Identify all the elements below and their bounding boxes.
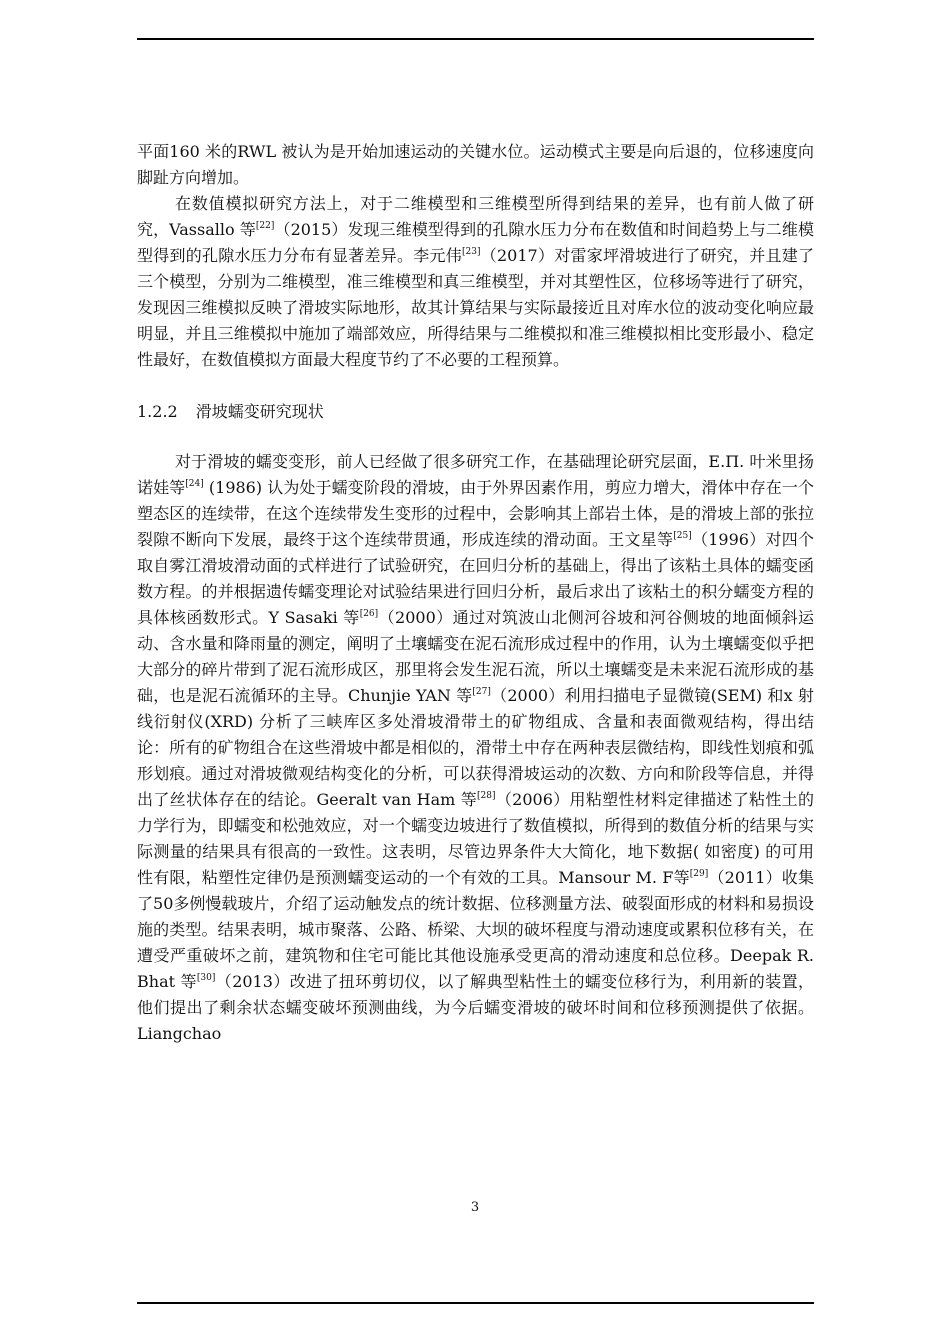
citation-23: [23] bbox=[462, 247, 481, 257]
section-number: 1.2.2 bbox=[137, 402, 178, 421]
section-title: 滑坡蠕变研究现状 bbox=[195, 402, 324, 421]
section-heading bbox=[137, 399, 814, 425]
citation-22: [22] bbox=[255, 221, 275, 231]
paragraph-3: 对于滑坡的蠕变变形，前人已经做了很多研究工作，在基础理论研究层面，E.П. 叶米里扬诺娃等[24] (1986) 认为处于蠕变阶段的滑坡，由于外界因素作用，剪应力增大，滑体中存在一个塑态区的连续带，在这个连续带发生变形的过程中，会影响其上部岩土体，是的滑坡上部的张拉裂隙不断向下发展，最终于这个连续带贯通，形成连续的滑动面。王文星等[25]（1996）对四个取自雾江滑坡滑动面的式样进行了试验研究，在回归分析的基础上，得出了该粘土具体的蠕变函数方程。的并根据遗传蠕变理论对试验结果进行回归分析，最后求出了该粘土的积分蠕变方程的具体核函数形式。Y Sasaki 等[26]（2000）通过对筑波山北侧河谷坡和河谷侧坡的地面倾斜运动、含水量和降雨量的测定，阐明了土壤蠕变在泥石流形成过程中的作用，认为土壤蠕变似乎把大部分的碎片带到了泥石流形成区，那里将会发生泥石流，所以土壤蠕变是未来泥石流形成的基础，也是泥石流循环的主导。Chunjie YAN 等[27]（2000）利用扫描电子显微镜(SEM) 和x 射线衍射仪(XRD) 分析了三峡库区多处滑坡滑带土的矿物组成、含量和表面微观结构，得出结论：所有的矿物组合在这些滑坡中都是相似的，滑带土中存在两种表层微结构，即线性划痕和弧形划痕。通过对滑坡微观结构变化的分析，可以获得滑坡运动的次数、方向和阶段等信息，并得出了丝状体存在的结论。Geeralt van Ham 等[28]（2006）用粘塑性材料定律描述了粘性土的力学行为，即蠕变和松弛效应，对一个蠕变边坡进行了数值模拟，所得到的数值分析的结果与实际测量的结果具有很高的一致性。这表明，尽管边界条件大大简化，地下数据( 如密度) 的可用性有限，粘塑性定律仍是预测蠕变运动的一个有效的工具。Mansour M. F等[29]（2011）收集了50多例慢载玻片，介绍了运动触发点的统计数据、位移测量方法、破裂面形成的材料和易损设施的类型。结果表明，城市聚落、公路、桥梁、大坝的破坏程度与滑动速度或累积位移有关，在遭受严重破坏之前，建筑物和住宅可能比其他设施承受更高的滑动速度和总位移。Deepak R. Bhat 等[30]（2013）改进了扭环剪切仪，以了解典型粘性土的蠕变位移行为，利用新的装置，他们提出了剩余状态蠕变破坏预测曲线，为今后蠕变滑坡的破坏时间和位移预测提供了依据。Liangchao bbox=[137, 452, 814, 1043]
footer-rule bbox=[137, 1302, 814, 1304]
header-rule bbox=[137, 38, 814, 40]
citation-26: [26] bbox=[359, 609, 379, 619]
citation-27: [27] bbox=[472, 687, 491, 697]
page-body bbox=[137, 139, 814, 1047]
citation-29: [29] bbox=[689, 869, 709, 879]
citation-25: [25] bbox=[673, 531, 692, 541]
citation-28: [28] bbox=[477, 791, 496, 801]
citation-24: [24] bbox=[185, 479, 204, 489]
citation-30: [30] bbox=[196, 973, 216, 983]
paragraph-1: 平面160 米的RWL 被认为是开始加速运动的关键水位。运动模式主要是向后退的，位移速度向脚趾方向增加。 bbox=[137, 142, 814, 187]
page-number: 3 bbox=[470, 1200, 480, 1215]
paragraph-2: 在数值模拟研究方法上，对于二维模型和三维模型所得到结果的差异，也有前人做了研究，Vassallo 等[22]（2015）发现三维模型得到的孔隙水压力分布在数值和时间趋势上与二维模型得到的孔隙水压力分布有显著差异。李元伟[23]（2017）对雷家坪滑坡进行了研究，并且建了三个模型，分别为二维模型，准三维模型和真三维模型，并对其塑性区，位移场等进行了研究，发现因三维模拟反映了滑坡实际地形，故其计算结果与实际最接近且对库水位的波动变化响应最明显，并且三维模拟中施加了端部效应，所得结果与二维模拟和准三维模拟相比变形最小、稳定性最好，在数值模拟方面最大程度节约了不必要的工程预算。 bbox=[137, 194, 814, 369]
